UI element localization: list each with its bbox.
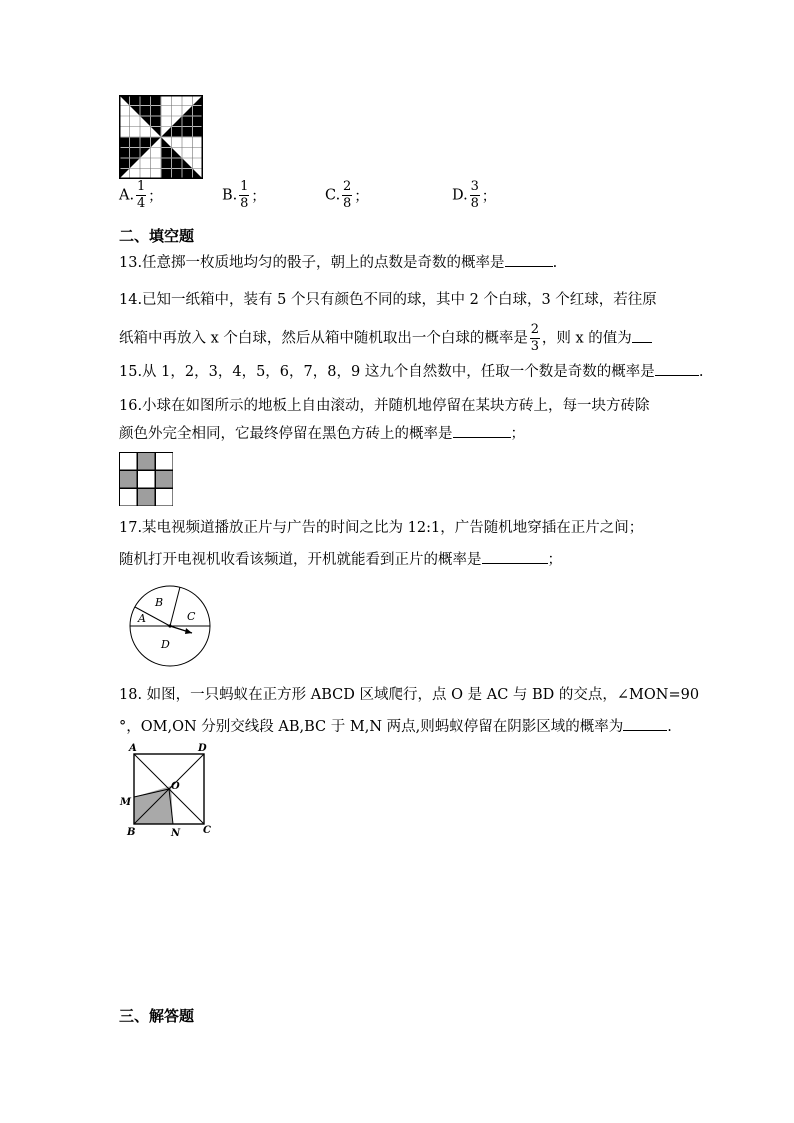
fraction: $\frac{3}{8}$ (470, 179, 479, 211)
question-13: 13.任意掷一枚质地均匀的骰子，朝上的点数是奇数的概率是 . (119, 252, 557, 273)
tile-light (156, 453, 174, 471)
section-heading-answer: 三、解答题 (119, 1007, 195, 1025)
pinwheel-figure (119, 95, 203, 179)
sector-label-b: B (155, 596, 164, 609)
point-label-a: A (129, 743, 137, 754)
tile-light (156, 489, 174, 507)
spinner-figure (126, 585, 214, 667)
choice-b: B. $\frac{1}{8}$ ； (222, 179, 266, 211)
spinner-divider (170, 587, 180, 626)
answer-blank[interactable] (482, 549, 548, 564)
point-label-b: B (127, 827, 136, 838)
tile-dark (120, 471, 138, 489)
choice-a: A. $\frac{1}{4}$ ； (119, 179, 163, 211)
tile-dark (138, 489, 156, 507)
question-14-line1: 14.已知一纸箱中，装有 5 个只有颜色不同的球，其中 2 个白球，3 个红球，若往原 (119, 292, 657, 308)
question-16-line1: 16.小球在如图所示的地板上自由滚动，并随机地停留在某块方砖上，每一块方砖除 (119, 398, 650, 414)
fraction: $\frac{2}{3}$ (530, 322, 540, 354)
choice-c: C. $\frac{2}{8}$ ； (325, 179, 369, 211)
point-label-m: M (120, 797, 132, 808)
sector-label-d: D (161, 638, 170, 651)
answer-blank[interactable] (632, 328, 652, 343)
answer-blank[interactable] (453, 423, 511, 438)
square-abcd-figure (115, 740, 215, 840)
question-17-line1: 17.某电视频道播放正片与广告的时间之比为 12:1，广告随机地穿插在正片之间； (119, 520, 644, 536)
tile-grid-figure (119, 452, 173, 506)
point-label-n: N (171, 828, 181, 839)
point-label-o: O (171, 781, 180, 792)
question-15: 15.从 1，2，3，4，5，6，7，8，9 这九个自然数中，任取一个数是奇数的概率是 . (119, 361, 703, 382)
choice-d: D. $\frac{3}{8}$ ； (452, 179, 497, 211)
fraction: $\frac{1}{4}$ (136, 179, 146, 211)
spinner-center (168, 624, 171, 627)
question-18-line1: 18. 如图，一只蚂蚁在正方形 ABCD 区域爬行，点 O 是 AC 与 BD 的交点，∠MON=90 (119, 687, 700, 703)
question-18-line2: °，OM,ON 分别交线段 AB,BC 于 M,N 两点,则蚂蚁停留在阴影区域的概率为 . (119, 716, 672, 737)
question-16-line2: 颜色外完全相同，它最终停留在黑色方砖上的概率是 ； (119, 423, 525, 444)
choice-label: D. (452, 187, 468, 204)
tile-dark (156, 471, 174, 489)
tile-light (138, 471, 156, 489)
sector-label-c: C (187, 610, 196, 623)
answer-blank[interactable] (505, 252, 553, 267)
choice-label: C. (325, 187, 341, 204)
choice-label: A. (119, 187, 135, 204)
tile-dark (138, 453, 156, 471)
question-17-line2: 随机打开电视机收看该频道，开机就能看到正片的概率是 ； (119, 549, 562, 570)
sector-label-a: A (138, 612, 146, 625)
answer-blank[interactable] (623, 716, 667, 731)
answer-blank[interactable] (655, 361, 699, 376)
fraction: $\frac{1}{8}$ (240, 179, 249, 211)
tile-light (120, 453, 138, 471)
tile-light (120, 489, 138, 507)
section-heading-fill-in: 二、填空题 (119, 227, 195, 245)
point-label-c: C (203, 825, 211, 836)
choice-label: B. (222, 187, 238, 204)
spinner-arrowhead (185, 628, 192, 634)
point-label-d: D (198, 743, 207, 754)
question-14-line2: 纸箱中再放入 x 个白球，然后从箱中随机取出一个白球的概率是 $\frac{2}{3}$ ，则 x 的值为 (119, 323, 652, 354)
fraction: $\frac{2}{8}$ (343, 179, 352, 211)
